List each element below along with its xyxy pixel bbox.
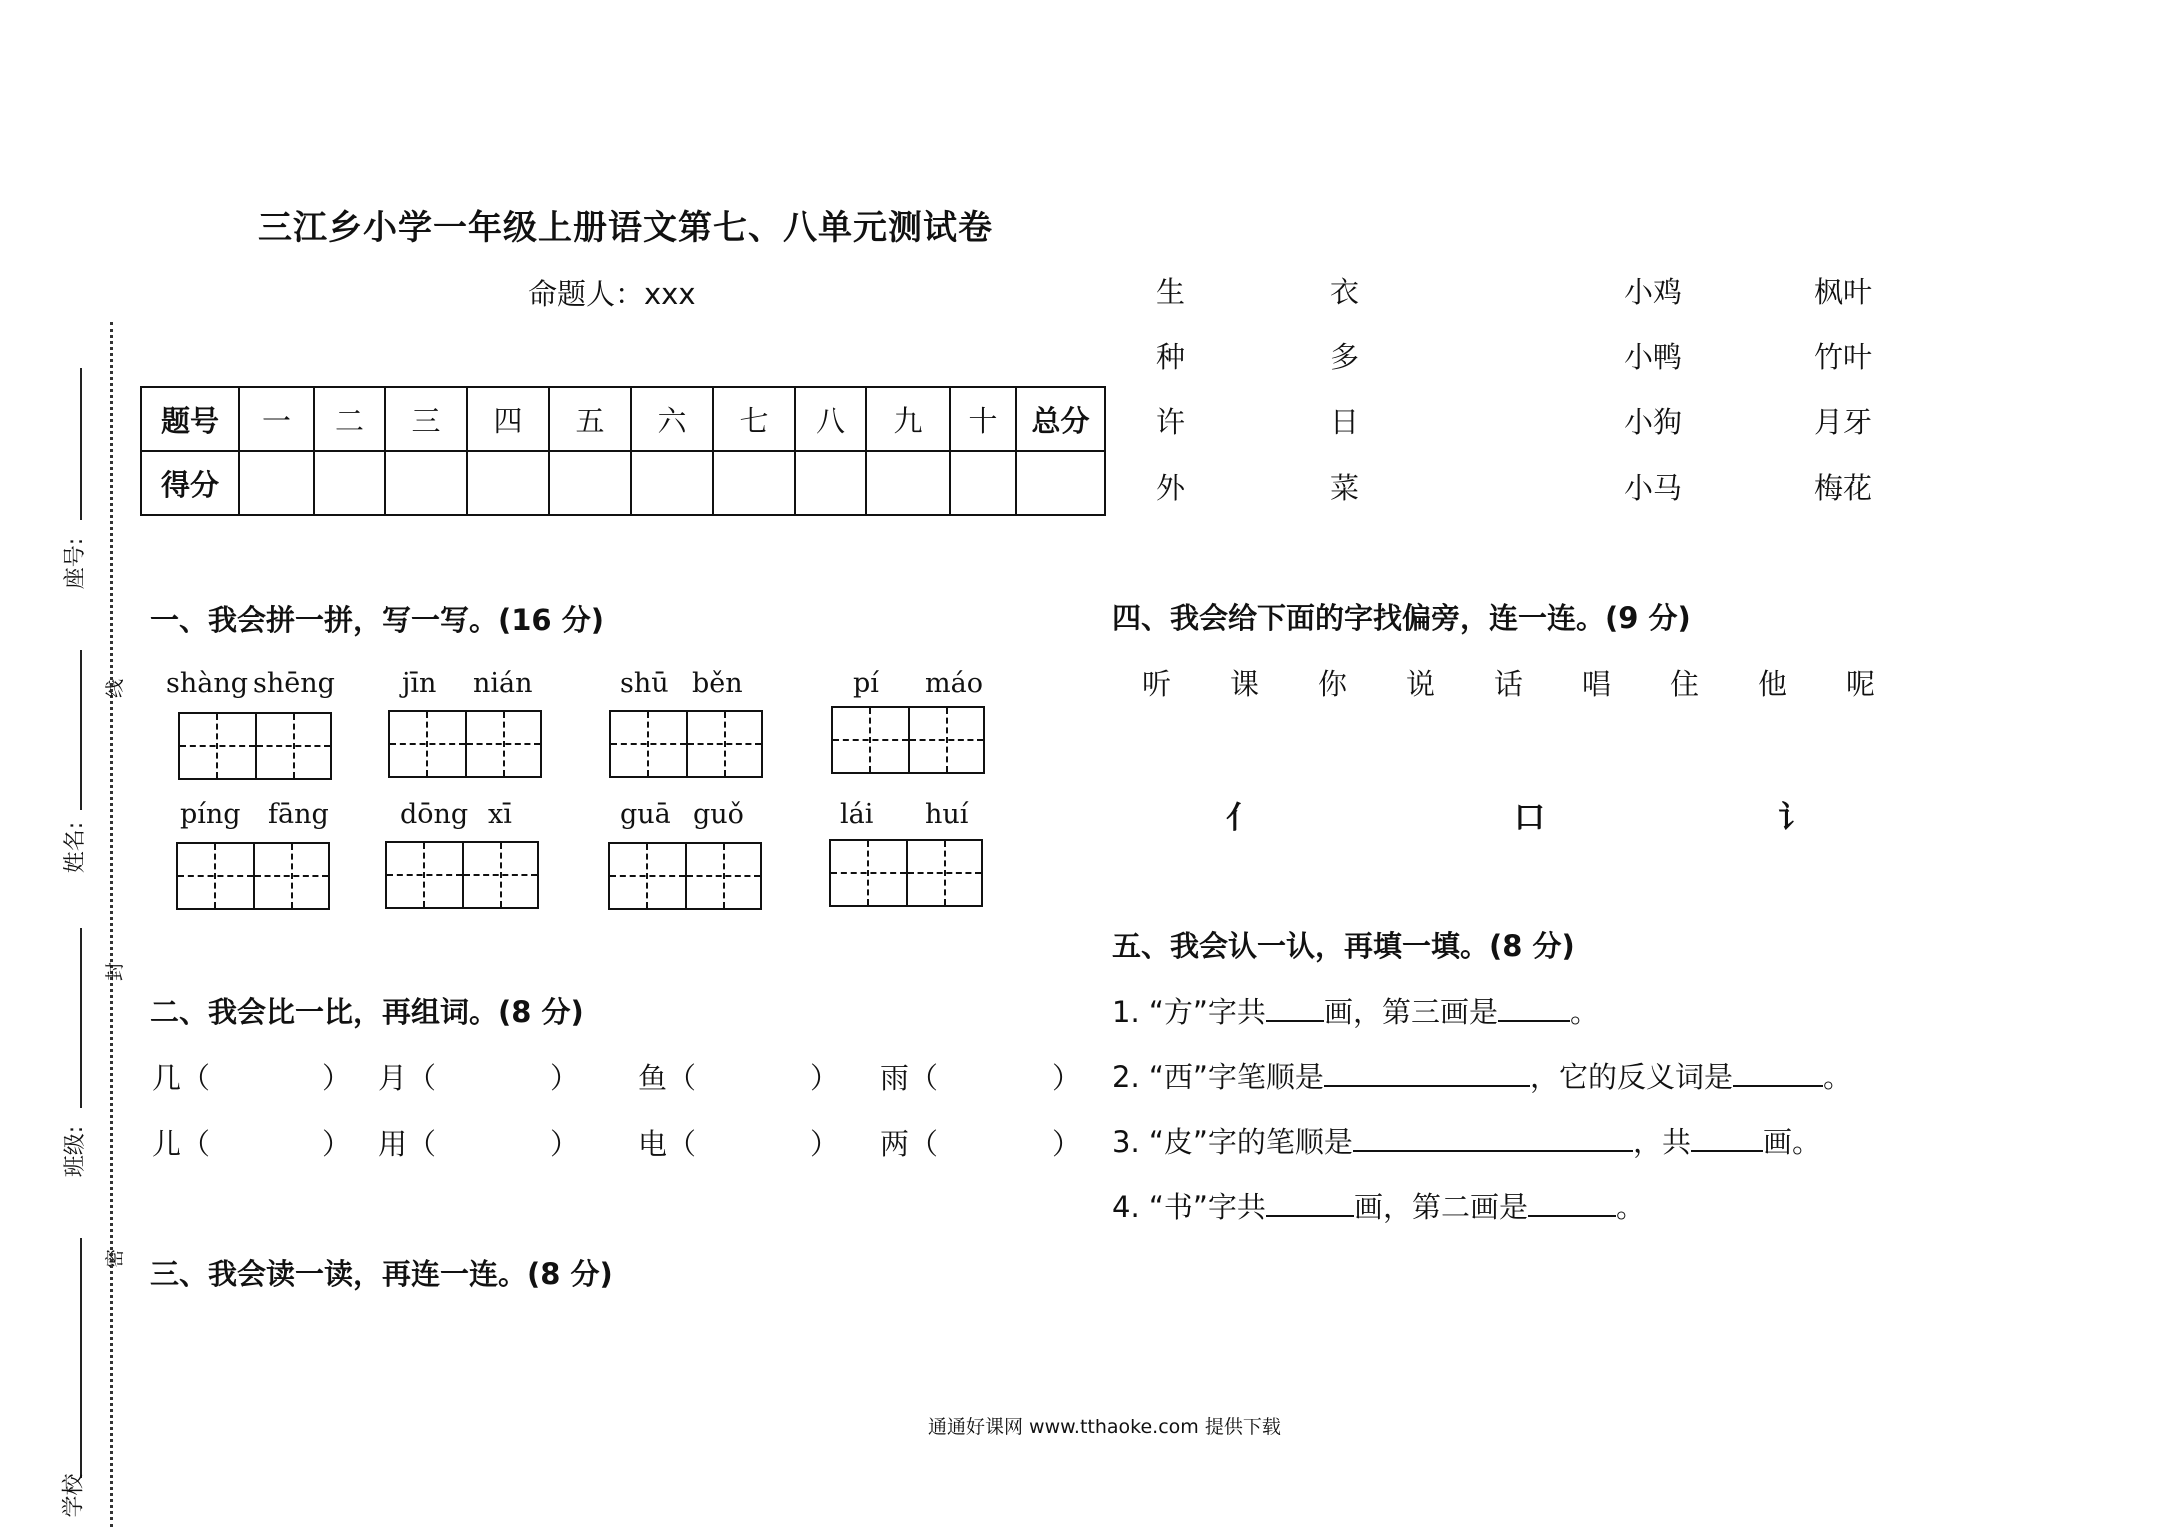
name-label: 姓名: — [63, 821, 89, 874]
score-input-total[interactable] — [1016, 451, 1105, 515]
score-cell-10: 十 — [950, 387, 1016, 451]
fill-question-3 — [1112, 1120, 1821, 1161]
seal-mark-line: 线 — [104, 678, 127, 699]
fill-question-2 — [1112, 1055, 1852, 1096]
class-blank-line — [80, 928, 82, 1108]
match-left-3: 许 — [1156, 405, 1186, 439]
pinyin-4b: máo — [925, 668, 983, 699]
compare-2d-close: ） — [1052, 1127, 1082, 1161]
school-label: 学校 — [61, 1473, 87, 1518]
q2-blank1[interactable] — [1324, 1055, 1530, 1087]
compare-1b-open: 月（ — [378, 1061, 437, 1095]
q1-part2: 画，第三画是 — [1323, 995, 1498, 1029]
match-animal-2: 小鸭 — [1624, 340, 1683, 374]
compare-1a-close: ） — [322, 1061, 352, 1095]
pinyin-6a: dōng — [400, 799, 469, 830]
writing-box-5[interactable] — [176, 842, 330, 910]
seal-mark-seal: 封 — [104, 961, 127, 982]
section4-heading: 四、我会给下面的字找偏旁，连一连。(9 分) — [1112, 601, 1691, 635]
match-mid-1: 衣 — [1330, 275, 1360, 309]
writing-box-6[interactable] — [385, 841, 539, 909]
match-mid-3: 日 — [1330, 405, 1360, 439]
compare-1c-close: ） — [810, 1061, 840, 1095]
pinyin-1a: shàng — [166, 668, 249, 699]
compare-2b-close: ） — [550, 1127, 580, 1161]
score-row-label: 得分 — [141, 451, 239, 515]
radical-char-6: 唱 — [1582, 667, 1612, 701]
writing-box-3[interactable] — [609, 710, 763, 778]
pinyin-7b: guǒ — [693, 799, 744, 830]
pinyin-8b: huí — [925, 799, 969, 830]
compare-2c-open: 电（ — [638, 1127, 697, 1161]
q4-part1: 4. “书”字共 — [1112, 1190, 1266, 1224]
q3-part1: 3. “皮”字的笔顺是 — [1112, 1125, 1353, 1159]
score-cell-total: 总分 — [1016, 387, 1105, 451]
section5-heading: 五、我会认一认，再填一填。(8 分) — [1112, 929, 1575, 963]
score-input-2[interactable] — [314, 451, 385, 515]
match-animal-4: 小马 — [1624, 471, 1683, 505]
pinyin-8a: lái — [840, 799, 874, 830]
binding-dotted-line — [110, 322, 113, 1527]
match-animal-3: 小狗 — [1624, 405, 1683, 439]
compare-2c-close: ） — [810, 1127, 840, 1161]
compare-1d-open: 雨（ — [880, 1061, 939, 1095]
score-table-score-row — [141, 451, 1105, 515]
score-cell-9: 九 — [866, 387, 950, 451]
pinyin-5b: fāng — [268, 799, 329, 830]
compare-2b-open: 用（ — [378, 1127, 437, 1161]
class-label: 班级: — [63, 1125, 89, 1178]
name-blank-line — [80, 650, 82, 810]
radical-char-7: 住 — [1670, 667, 1700, 701]
score-cell-7: 七 — [713, 387, 795, 451]
match-plant-4: 梅花 — [1814, 471, 1873, 505]
score-input-8[interactable] — [795, 451, 866, 515]
score-cell-6: 六 — [631, 387, 713, 451]
radical-char-9: 呢 — [1846, 667, 1876, 701]
score-cell-1: 一 — [239, 387, 314, 451]
q4-blank1[interactable] — [1266, 1185, 1354, 1217]
q3-blank2[interactable] — [1691, 1120, 1763, 1152]
match-plant-3: 月牙 — [1814, 405, 1873, 439]
q4-part2: 画，第二画是 — [1353, 1190, 1528, 1224]
section3-heading: 三、我会读一读，再连一连。(8 分) — [150, 1257, 613, 1291]
fill-question-1 — [1112, 990, 1599, 1031]
q3-blank1[interactable] — [1353, 1120, 1633, 1152]
writing-box-2[interactable] — [388, 710, 542, 778]
match-animal-1: 小鸡 — [1624, 275, 1683, 309]
q2-part1: 2. “西”字笔顺是 — [1112, 1060, 1324, 1094]
seat-blank-line — [80, 368, 82, 520]
match-plant-2: 竹叶 — [1814, 340, 1873, 374]
pinyin-2b: nián — [473, 668, 533, 699]
match-left-4: 外 — [1156, 471, 1186, 505]
radical-char-4: 说 — [1406, 667, 1436, 701]
compare-2a-open: 儿（ — [152, 1127, 211, 1161]
q1-part3: 。 — [1569, 995, 1599, 1029]
match-mid-2: 多 — [1330, 340, 1360, 374]
q4-part3: 。 — [1615, 1190, 1645, 1224]
section2-heading: 二、我会比一比，再组词。(8 分) — [150, 995, 584, 1029]
compare-1a-open: 几（ — [152, 1061, 211, 1095]
pinyin-3a: shū — [620, 668, 669, 699]
section1-heading: 一、我会拼一拼，写一写。(16 分) — [150, 603, 604, 637]
radical-char-2: 课 — [1230, 667, 1260, 701]
radical-char-1: 听 — [1142, 667, 1172, 701]
seat-label: 座号: — [63, 537, 89, 590]
pinyin-4a: pí — [853, 668, 879, 699]
score-input-1[interactable] — [239, 451, 314, 515]
q1-part1: 1. “方”字共 — [1112, 995, 1266, 1029]
radical-char-8: 他 — [1758, 667, 1788, 701]
score-cell-2: 二 — [314, 387, 385, 451]
radical-mouth: 口 — [1514, 800, 1545, 836]
q3-part3: 画。 — [1762, 1125, 1821, 1159]
writing-box-8[interactable] — [829, 839, 983, 907]
score-cell-8: 八 — [795, 387, 866, 451]
q2-part2: ，它的反义词是 — [1529, 1060, 1733, 1094]
footer-credit: 通通好课网 www.tthaoke.com 提供下载 — [928, 1416, 1281, 1438]
q3-part2: ，共 — [1632, 1125, 1691, 1159]
compare-2a-close: ） — [322, 1127, 352, 1161]
pinyin-6b: xī — [488, 799, 512, 830]
writing-box-4[interactable] — [831, 706, 985, 774]
writing-box-1[interactable] — [178, 712, 332, 780]
score-cell-5: 五 — [549, 387, 631, 451]
pinyin-5a: píng — [180, 799, 241, 830]
score-cell-3: 三 — [385, 387, 467, 451]
q2-blank2[interactable] — [1733, 1055, 1823, 1087]
pinyin-3b: běn — [692, 668, 743, 699]
match-left-2: 种 — [1156, 340, 1186, 374]
pinyin-1b: shēng — [253, 668, 335, 699]
radical-person: 亻 — [1226, 800, 1257, 836]
radical-char-5: 话 — [1494, 667, 1524, 701]
pinyin-7a: guā — [620, 799, 671, 830]
match-left-1: 生 — [1156, 275, 1186, 309]
score-input-5[interactable] — [549, 451, 631, 515]
pinyin-2a: jīn — [402, 668, 437, 699]
score-input-6[interactable] — [631, 451, 713, 515]
compare-1d-close: ） — [1052, 1061, 1082, 1095]
q4-blank2[interactable] — [1528, 1185, 1616, 1217]
score-cell-4: 四 — [467, 387, 549, 451]
match-plant-1: 枫叶 — [1814, 275, 1873, 309]
score-table — [140, 386, 1106, 516]
q2-part3: 。 — [1822, 1060, 1852, 1094]
fill-question-4 — [1112, 1185, 1645, 1226]
score-input-10[interactable] — [950, 451, 1016, 515]
writing-box-7[interactable] — [608, 842, 762, 910]
radical-speech: 讠 — [1778, 800, 1809, 836]
q1-blank1[interactable] — [1266, 990, 1324, 1022]
compare-1b-close: ） — [550, 1061, 580, 1095]
radical-char-3: 你 — [1318, 667, 1348, 701]
compare-2d-open: 两（ — [880, 1127, 939, 1161]
score-input-3[interactable] — [385, 451, 467, 515]
school-blank-line — [80, 1238, 82, 1478]
score-input-7[interactable] — [713, 451, 795, 515]
compare-1c-open: 鱼（ — [638, 1061, 697, 1095]
match-mid-4: 菜 — [1330, 471, 1360, 505]
score-input-4[interactable] — [467, 451, 549, 515]
author-line: 命题人：xxx — [528, 277, 696, 311]
q1-blank2[interactable] — [1498, 990, 1570, 1022]
score-table-header-row — [141, 387, 1105, 451]
seal-mark-secret: 密 — [104, 1248, 127, 1269]
page-title: 三江乡小学一年级上册语文第七、八单元测试卷 — [258, 208, 993, 248]
score-input-9[interactable] — [866, 451, 950, 515]
score-cell-label: 题号 — [141, 387, 239, 451]
